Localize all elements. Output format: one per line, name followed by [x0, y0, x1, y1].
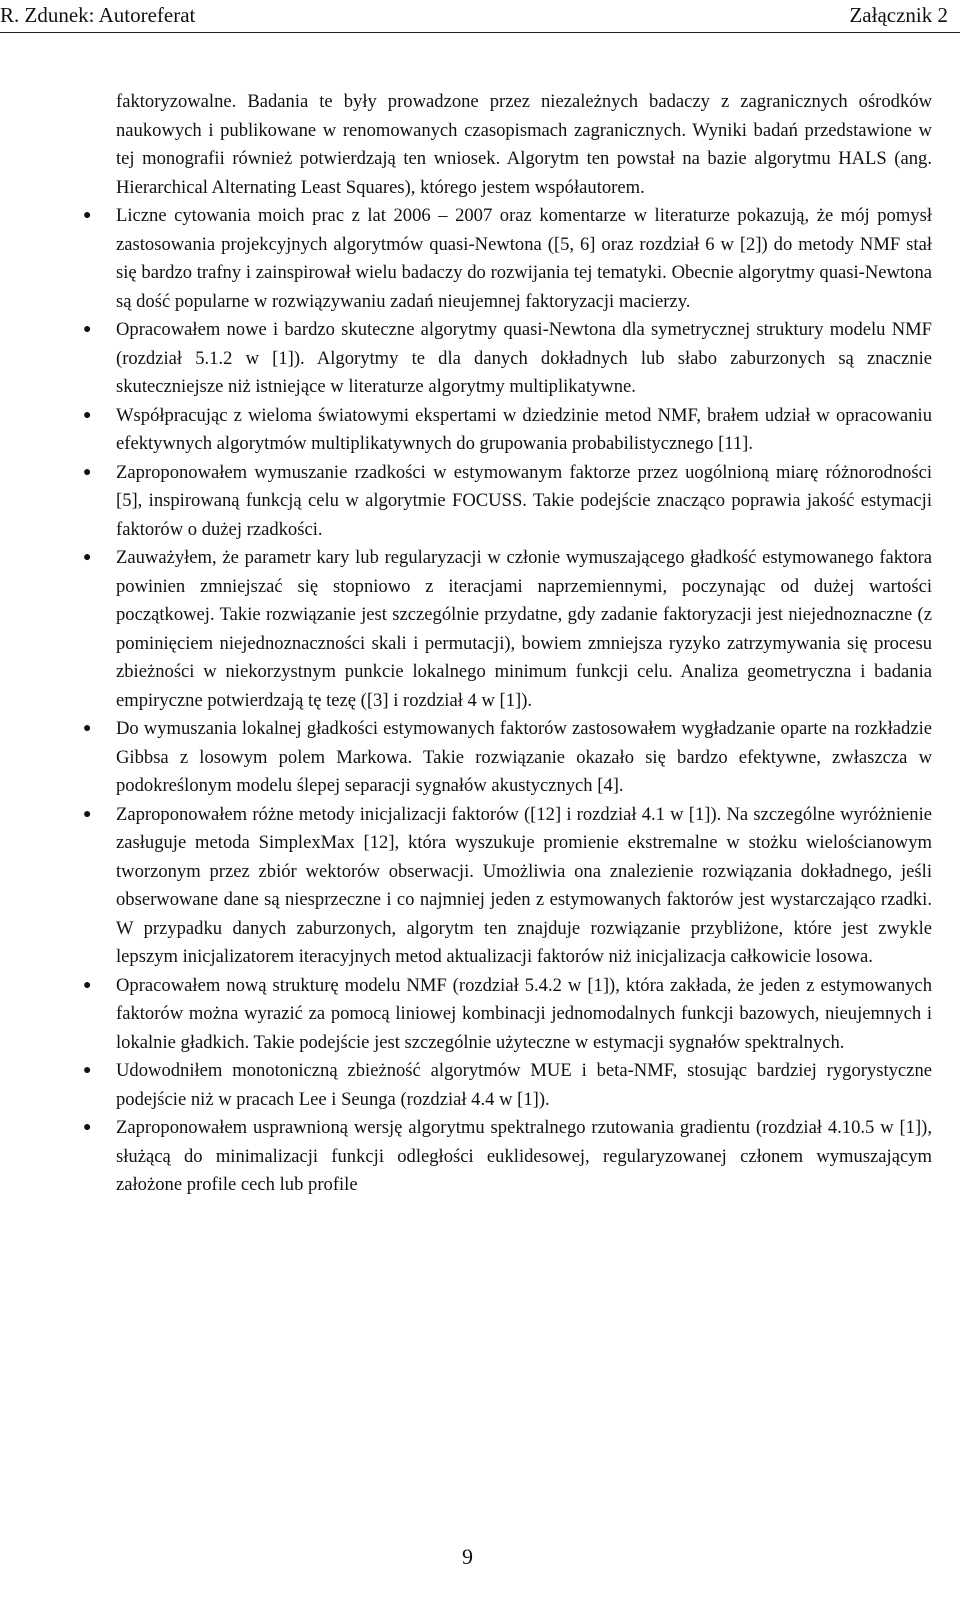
list-item — [83, 459, 932, 545]
list-item-text: Zaproponowałem wymuszanie rzadkości w estymowanym faktorze przez uogólnioną miarę różnorodności [5], inspirowaną funkcją celu w algorytmie FOCUSS. Takie podejście znacząco poprawia jakość estymacji faktorów o dużej rzadkości. — [116, 461, 932, 540]
page-number: 9 — [462, 1544, 473, 1569]
bullet-icon: ● — [83, 1063, 92, 1078]
list-item-text: Do wymuszania lokalnej gładkości estymowanych faktorów zastosowałem wygładzanie oparte na rozkładzie Gibbsa z losowym polem Markowa. Takie rozwiązanie okazało się bardzo efektywne, zwłaszcza w podokreślonym modelu ślepej separacji sygnałów akustycznych [4]. — [116, 718, 932, 796]
list-item-text: Opracowałem nowe i bardzo skuteczne algorytmy quasi-Newtona dla symetrycznej struktury modelu NMF (rozdział 5.1.2 w [1]). Algorytmy te dla danych dokładnych lub słabo zaburzonych są znacznie skuteczniejsze niż istniejące w literaturze algorytmy multiplikatywne. — [116, 319, 932, 397]
list-item-text: Współpracując z wieloma światowymi ekspertami w dziedzinie metod NMF, brałem udział w opracowaniu efektywnych algorytmów multiplikatywnych do grupowania probabilistycznego [11]. — [116, 404, 932, 454]
list-item — [83, 1114, 932, 1200]
list-item — [83, 544, 932, 715]
bullet-icon: ● — [83, 977, 92, 993]
bullet-icon: ● — [83, 806, 92, 822]
achievements-list — [83, 202, 932, 1200]
bullet-icon: ● — [83, 322, 92, 337]
list-item — [83, 1057, 932, 1114]
list-item — [83, 715, 932, 801]
header-divider — [0, 32, 960, 33]
list-item-text: Udowodniłem monotoniczną zbieżność algorytmów MUE i beta-NMF, stosując bardziej rygorystyczne podejście niż w pracach Lee i Seunga (rozdział 4.4 w [1]). — [116, 1060, 932, 1110]
list-item-text: Liczne cytowania moich prac z lat 2006 – 2007 oraz komentarze w literaturze pokazują, że mój pomysł zastosowania projekcyjnych algorytmów quasi-Newtona ([5, 6] oraz rozdział 6 w [2]) do metody NMF stał się bardzo trafny i zainspirował wielu badaczy do rozwijania tej tematyki. Obecnie algorytmy quasi-Newtona są dość popularne w rozwiązywaniu zadań nieujemnej faktoryzacji macierzy. — [116, 205, 932, 312]
page-header — [0, 0, 960, 34]
header-attachment-label: Załącznik 2 — [849, 3, 948, 27]
list-item-text: Zaproponowałem usprawnioną wersję algorytmu spektralnego rzutowania gradientu (rozdział 4.10.5 w [1]), służącą do minimalizacji funkcji odległości euklidesowej, regularyzowanej członem wymuszającym założone profile cech lub profile — [116, 1117, 932, 1195]
list-item — [83, 202, 932, 316]
bullet-icon: ● — [83, 407, 92, 423]
intro-paragraph: faktoryzowalne. Badania te były prowadzone przez niezależnych badaczy z zagranicznych ośrodków naukowych i publikowane w renomowanych czasopismach zagranicznych. Wyniki badań przedstawione w tej monografii również potwierdzają ten wniosek. Algorytm ten powstał na bazie algorytmu HALS (ang. Hierarchical Alternating Least Squares), którego jestem współautorem. — [116, 91, 932, 198]
bullet-icon: ● — [83, 1120, 92, 1135]
list-item-text: Zauważyłem, że parametr kary lub regularyzacji w członie wymuszającego gładkość estymowanego faktora powinien zmniejszać się stopniowo z iteracjami naprzemiennymi, poczynając od dużej wartości początkowej. Takie rozwiązanie jest szczególnie przydatne, gdy zadanie faktoryzacji jest niejednoznaczne (z pominięciem niejednoznaczności skali i permutacji), bowiem zmniejsza ryzyko zatrzymywania się procesu zbieżności w niekorzystnym punkcie lokalnego minimum funkcji celu. Analiza geometryczna i badania empiryczne potwierdzają tę tezę ([3] i rozdział 4 w [1]). — [116, 547, 932, 711]
list-item — [83, 316, 932, 402]
document-body — [83, 88, 932, 1200]
header-author-title: R. Zdunek: Autoreferat — [0, 3, 196, 27]
list-item-text: Zaproponowałem różne metody inicjalizacji faktorów ([12] i rozdział 4.1 w [1]). Na szczególne wyróżnienie zasługuje metoda SimplexMax [12], która wyszukuje promienie ekstremalne w stożku wielościanowym tworzonym przez zbiór wektorów obserwacji. Umożliwia ona znalezienie rozwiązania dokładnego, jeśli obserwowane dane są niesprzeczne i co najmniej jeden z estymowanych faktorów jest wystarczająco rzadki. W przypadku danych zaburzonych, algorytm ten znajduje rozwiązanie przybliżone, które jest zwykle lepszym inicjalizatorem iteracyjnych metod aktualizacji faktorów niż inicjalizacja całkowicie losowa. — [116, 803, 932, 967]
list-item — [83, 402, 932, 459]
list-item — [83, 972, 932, 1058]
bullet-icon: ● — [83, 721, 92, 736]
list-item — [83, 801, 932, 972]
bullet-icon: ● — [83, 550, 92, 565]
bullet-icon: ● — [83, 464, 92, 480]
bullet-icon: ● — [83, 208, 92, 223]
list-item-text: Opracowałem nową strukturę modelu NMF (rozdział 5.4.2 w [1]), która zakłada, że jeden z estymowanych faktorów można wyrazić za pomocą liniowej kombinacji jednomodalnych funkcji bazowych, nieujemnych i lokalnie gładkich. Takie podejście jest szczególnie użyteczne w estymacji sygnałów spektralnych. — [116, 974, 932, 1053]
